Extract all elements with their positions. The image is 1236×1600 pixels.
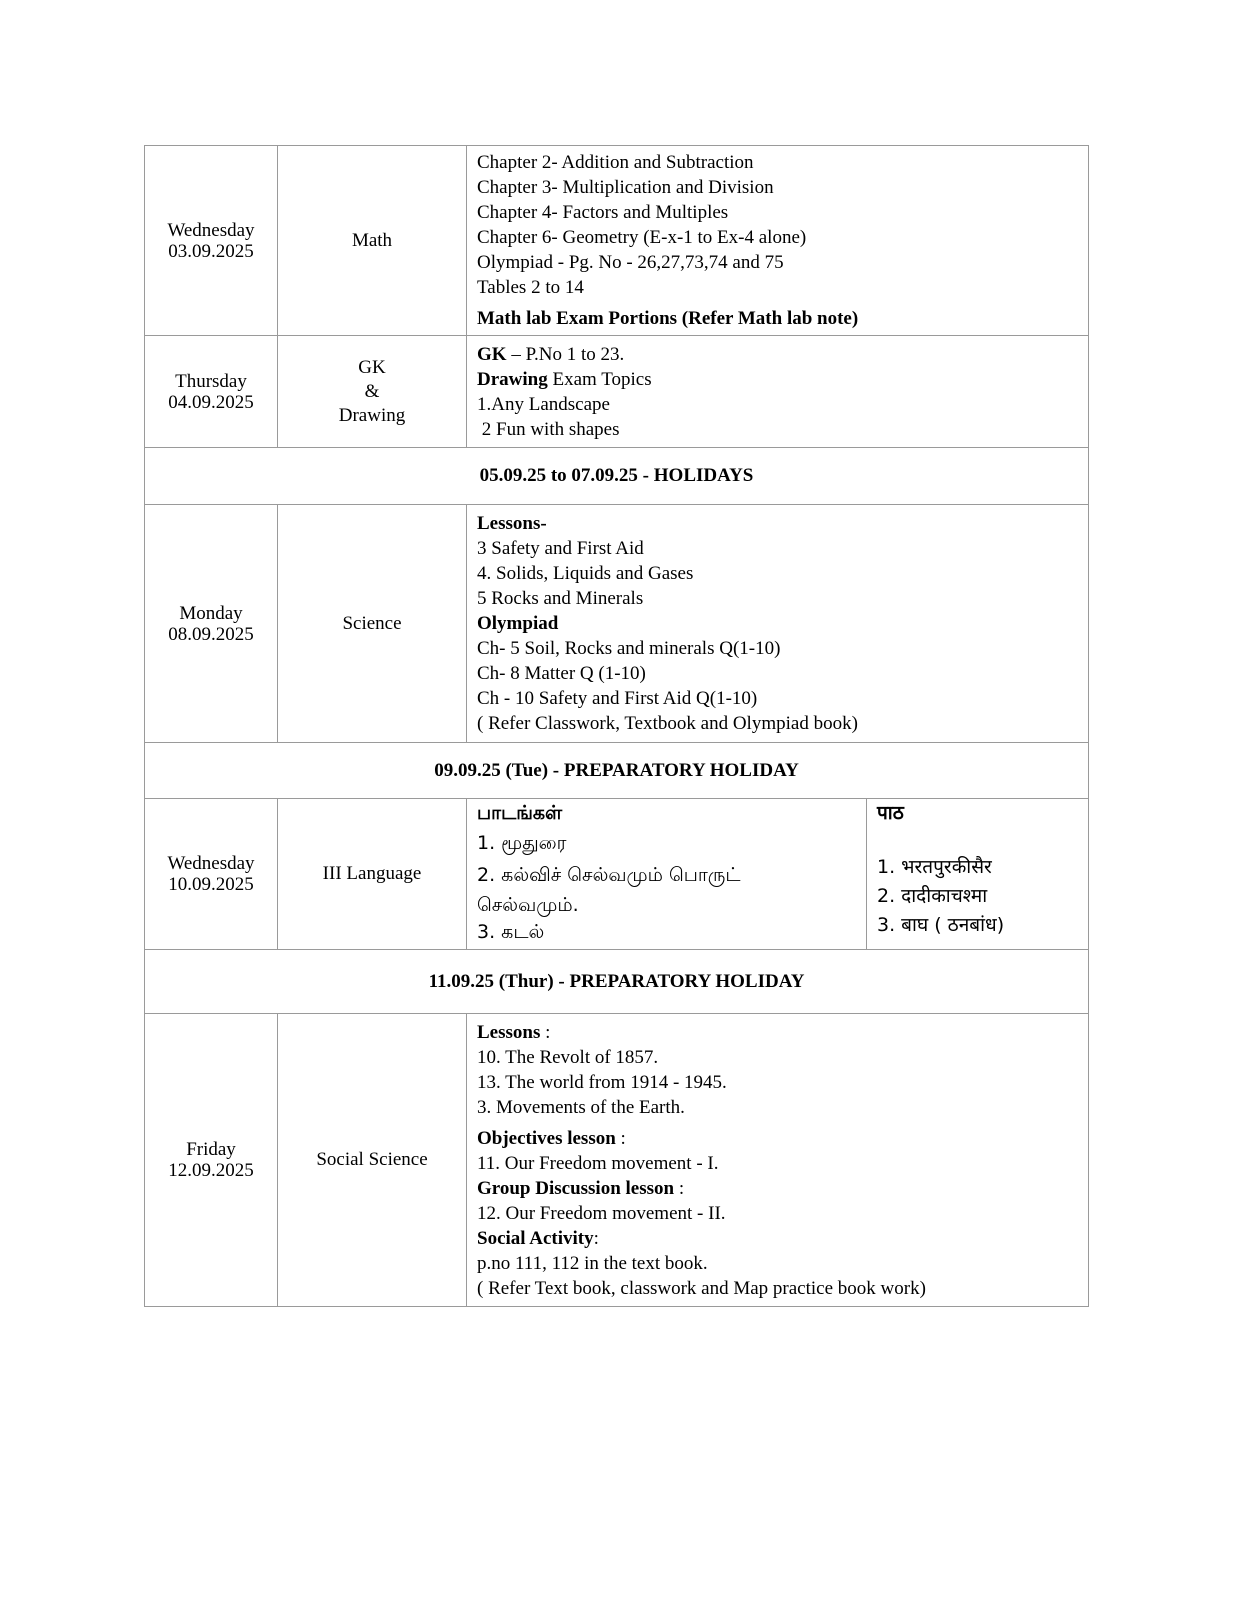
date-label: 10.09.2025 — [168, 874, 254, 895]
subject-label: GK — [358, 356, 386, 378]
table-row — [145, 336, 1089, 448]
portion-line: Chapter 4- Factors and Multiples — [477, 202, 729, 223]
portion-line: ( Refer Classwork, Textbook and Olympiad book) — [477, 713, 858, 734]
holiday-label: 11.09.25 (Thur) - PREPARATORY HOLIDAY — [145, 950, 1089, 1014]
hindi-portion-cell — [867, 799, 1089, 950]
holiday-row — [145, 950, 1089, 1014]
portion-line: ( Refer Text book, classwork and Map practice book work) — [477, 1277, 926, 1299]
date-cell — [145, 799, 278, 950]
holiday-row — [145, 743, 1089, 799]
tamil-portion-cell — [467, 799, 867, 950]
portion-cell — [467, 146, 1089, 336]
table-row — [145, 799, 1089, 950]
portion-line: 3. Movements of the Earth. — [477, 1096, 685, 1118]
activity-heading: Social Activity — [477, 1227, 594, 1249]
subject-cell — [278, 799, 467, 950]
exam-schedule-table — [144, 145, 1089, 1307]
portion-cell — [467, 336, 1089, 448]
portion-line: 12. Our Freedom movement - II. — [477, 1202, 726, 1224]
portion-cell — [467, 505, 1089, 743]
portion-line: Ch - 10 Safety and First Aid Q(1-10) — [477, 688, 758, 709]
subject-label: Drawing — [338, 404, 406, 426]
portion-line: p.no 111, 112 in the text book. — [477, 1252, 708, 1274]
portion-line: Chapter 2- Addition and Subtraction — [477, 152, 754, 173]
portion-line: Chapter 3- Multiplication and Division — [477, 177, 774, 198]
date-label: 08.09.2025 — [168, 623, 254, 645]
portion-line: 4. Solids, Liquids and Gases — [477, 563, 694, 584]
table-row — [145, 505, 1089, 743]
subject-label: Math — [351, 229, 393, 251]
gk-heading: GK — [477, 343, 507, 365]
holiday-row — [145, 448, 1089, 505]
portion-line: 1. மூதுரை — [477, 832, 567, 854]
portion-line: 11. Our Freedom movement - I. — [477, 1152, 719, 1174]
olympiad-heading: Olympiad — [477, 613, 559, 634]
portion-line: Chapter 6- Geometry (E-x-1 to Ex-4 alone) — [477, 227, 807, 248]
table-row — [145, 146, 1089, 336]
drawing-text: Exam Topics — [547, 368, 652, 390]
portion-cell — [467, 1014, 1089, 1307]
portion-line: Lessons : — [477, 1021, 551, 1043]
date-label: 03.09.2025 — [168, 240, 254, 262]
portion-line: செல்வமும். — [477, 894, 579, 916]
portion-line: 2. दादीकाचश्मा — [877, 885, 988, 907]
portion-line: Group Discussion lesson : — [477, 1177, 685, 1199]
portion-line: 3. கடல் — [477, 921, 545, 943]
portion-line: 2 Fun with shapes — [477, 418, 620, 440]
subject-label: III Language — [322, 863, 422, 884]
lessons-heading: Lessons- — [477, 513, 547, 534]
portion-line — [477, 367, 1080, 392]
portion-line: 13. The world from 1914 - 1945. — [477, 1071, 727, 1093]
portion-line: Olympiad - Pg. No - 26,27,73,74 and 75 — [477, 252, 784, 273]
tamil-heading: பாடங்கள் — [477, 802, 563, 824]
portion-line: 3. बाघ ( ठनबांध) — [877, 914, 1005, 936]
date-label: 12.09.2025 — [168, 1160, 254, 1181]
date-cell — [145, 1014, 278, 1307]
portion-line: 2. கல்விச் செல்வமும் பொருட் — [477, 864, 741, 886]
subject-label: Social Science — [316, 1149, 428, 1170]
hindi-heading: पाठ — [877, 802, 904, 824]
portion-line: 10. The Revolt of 1857. — [477, 1046, 659, 1068]
day-label: Monday — [179, 602, 243, 624]
gk-text: – P.No 1 to 23. — [506, 343, 625, 365]
day-label: Wednesday — [167, 219, 255, 241]
portion-line: Social Activity: — [477, 1227, 599, 1249]
portion-line: Ch- 5 Soil, Rocks and minerals Q(1-10) — [477, 638, 781, 659]
subject-cell — [278, 505, 467, 743]
portion-line: 3 Safety and First Aid — [477, 538, 644, 559]
date-cell — [145, 505, 278, 743]
date-label: 04.09.2025 — [168, 391, 254, 413]
portion-line — [477, 342, 1080, 367]
date-cell — [145, 146, 278, 336]
drawing-heading: Drawing — [477, 368, 548, 390]
portion-line: 1.Any Landscape — [477, 393, 610, 415]
portion-line: Tables 2 to 14 — [477, 277, 584, 298]
date-cell — [145, 336, 278, 448]
portion-line: Math lab Exam Portions (Refer Math lab note) — [477, 308, 859, 329]
holiday-label: 09.09.25 (Tue) - PREPARATORY HOLIDAY — [145, 743, 1089, 799]
table-row — [145, 1014, 1089, 1307]
portion-line: Ch- 8 Matter Q (1-10) — [477, 663, 646, 684]
group-heading: Group Discussion lesson — [477, 1177, 675, 1199]
objectives-heading: Objectives lesson — [477, 1127, 616, 1149]
subject-label: & — [364, 380, 380, 402]
portion-line: 1. भरतपुरकीसैर — [877, 856, 992, 878]
day-label: Friday — [186, 1139, 236, 1160]
subject-label: Science — [342, 612, 402, 634]
portion-line: 5 Rocks and Minerals — [477, 588, 644, 609]
subject-cell — [278, 1014, 467, 1307]
subject-cell — [278, 336, 467, 448]
day-label: Thursday — [175, 370, 247, 392]
portion-line: Objectives lesson : — [477, 1127, 626, 1149]
subject-cell — [278, 146, 467, 336]
holiday-label: 05.09.25 to 07.09.25 - HOLIDAYS — [145, 448, 1089, 505]
lessons-heading: Lessons — [477, 1021, 541, 1043]
day-label: Wednesday — [167, 853, 255, 874]
